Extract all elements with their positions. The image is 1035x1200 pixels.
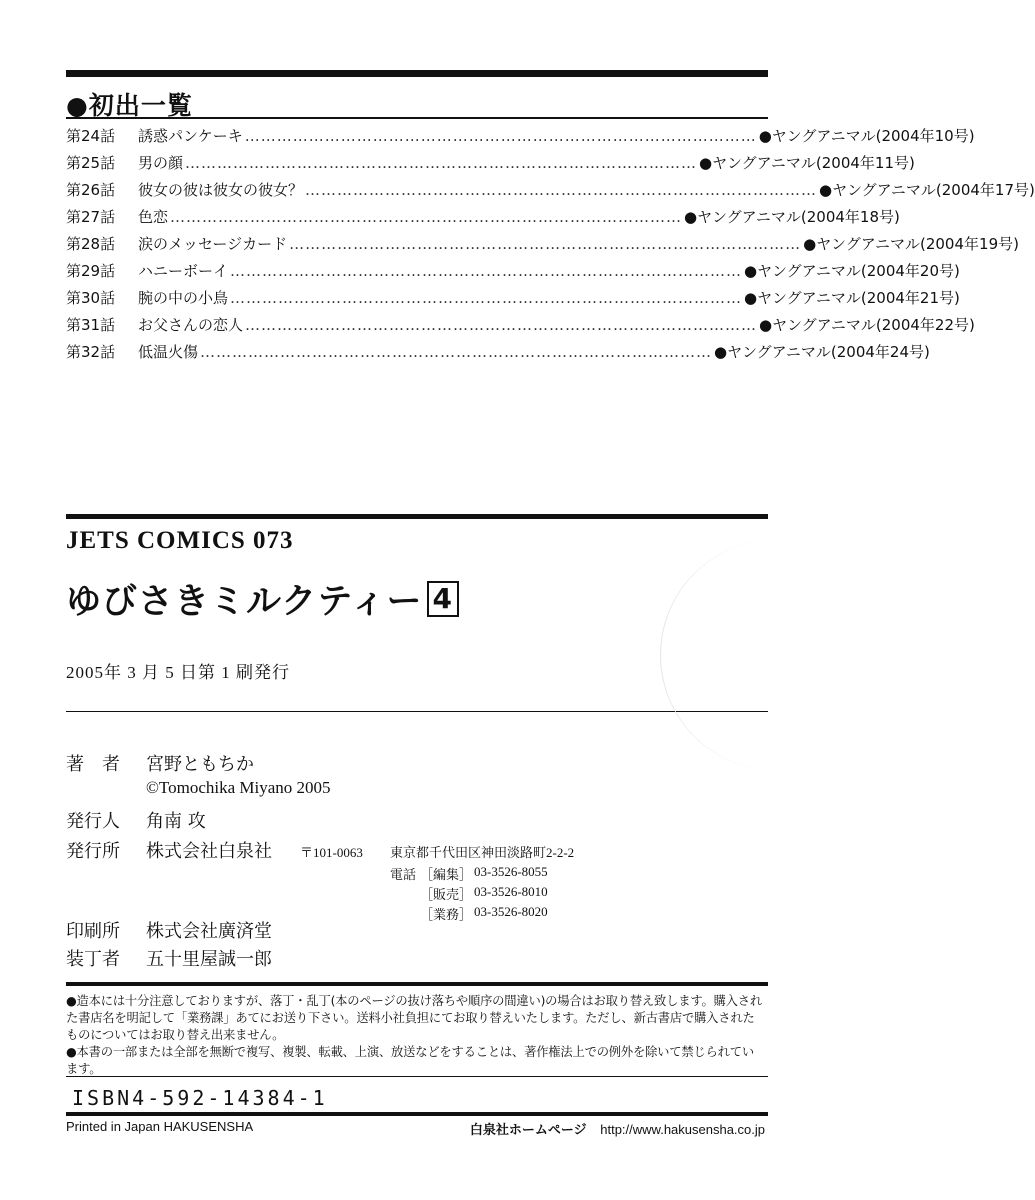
homepage-url: http://www.hakusensha.co.jp — [600, 1122, 765, 1137]
toc-entry — [66, 314, 975, 341]
leader-dots: …………………………………………………………………………………… — [230, 262, 743, 280]
phone-number: 03-3526-8055 — [474, 864, 548, 879]
chapter-title: 男の顔 — [138, 154, 184, 172]
leader-dots: …………………………………………………………………………………… — [170, 208, 683, 226]
chapter-title: 涙のメッセージカード — [138, 235, 288, 253]
chapter-publication: ●ヤングアニマル(2004年18号) — [684, 208, 900, 226]
binder-name: 五十里屋誠一郎 — [146, 949, 272, 970]
toc-entry — [66, 341, 930, 368]
toc-entry — [66, 287, 960, 314]
chapter-number: 第24話 — [66, 127, 116, 145]
toc-entry — [66, 206, 900, 233]
author-name: 宮野ともちか — [146, 754, 254, 775]
phone-dept: ［販売］ — [420, 887, 473, 902]
issuer-label: 発行人 — [66, 811, 120, 832]
chapter-publication: ●ヤングアニマル(2004年20号) — [744, 262, 960, 280]
phone-number: 03-3526-8020 — [474, 904, 548, 919]
author-label: 著 者 — [66, 754, 120, 775]
leader-dots: …………………………………………………………………………………… — [230, 289, 743, 307]
top-rule — [66, 70, 768, 77]
phone-dept: ［編集］ — [420, 867, 473, 882]
page-curve-shadow — [660, 540, 891, 770]
chapter-number: 第27話 — [66, 208, 116, 226]
phone-number: 03-3526-8010 — [474, 884, 548, 899]
leader-dots: …………………………………………………………………………………… — [244, 127, 757, 145]
chapter-number: 第31話 — [66, 316, 116, 334]
chapter-title: 色恋 — [138, 208, 169, 226]
printed-in: Printed in Japan HAKUSENSHA — [66, 1119, 254, 1134]
toc-entry — [66, 260, 960, 287]
volume-number: 4 — [427, 581, 459, 617]
notice-top-rule — [66, 982, 768, 986]
chapter-publication: ●ヤングアニマル(2004年17号) — [819, 181, 1035, 199]
notice-paragraph: ●本書の一部または全部を無断で複写、複製、転載、上演、放送などをすることは、著作権法上での例外を除いて禁じられています。 — [66, 1045, 754, 1076]
chapter-publication: ●ヤングアニマル(2004年21号) — [744, 289, 960, 307]
chapter-number: 第28話 — [66, 235, 116, 253]
isbn: ISBN4-592-14384-1 — [72, 1086, 328, 1110]
binder-label: 装丁者 — [66, 949, 120, 970]
toc-entry — [66, 233, 1019, 260]
homepage — [470, 1119, 765, 1138]
chapter-publication: ●ヤングアニマル(2004年10号) — [758, 127, 975, 145]
copyright: ©Tomochika Miyano 2005 — [146, 778, 331, 797]
toc-entry — [66, 179, 1035, 206]
leader-dots: …………………………………………………………………………………… — [200, 343, 713, 361]
printer-label: 印刷所 — [66, 921, 120, 942]
homepage-label: 白泉社ホームページ — [469, 1122, 587, 1137]
chapter-title: 腕の中の小鳥 — [138, 289, 229, 307]
chapter-number: 第32話 — [66, 343, 116, 361]
chapter-publication: ●ヤングアニマル(2004年22号) — [759, 316, 975, 334]
notice-paragraph: ●造本には十分注意しておりますが、落丁・乱丁(本のページの抜け落ちや順序の間違い)の場合はお取り替え致します。購入された書店名を明記して「業務課」あてにお送り下さい。送料小社負担にてお取り替えいたします。ただし、新古書店で購入されたものについてはお取り替え出来ません。 — [66, 994, 762, 1042]
book-title-text: ゆびさきミルクティー — [66, 582, 423, 622]
toc-entry — [66, 152, 915, 179]
chapter-number: 第26話 — [66, 181, 116, 199]
first-appearance-title: ●初出一覧 — [66, 91, 193, 120]
toc-entry — [66, 125, 975, 152]
leader-dots: …………………………………………………………………………………… — [245, 316, 758, 334]
colophon-top-rule — [66, 514, 768, 519]
chapter-number: 第25話 — [66, 154, 116, 172]
leader-dots: …………………………………………………………………………………… — [289, 235, 802, 253]
book-title — [66, 574, 459, 624]
chapter-publication: ●ヤングアニマル(2004年24号) — [714, 343, 930, 361]
series-name: JETS COMICS 073 — [66, 527, 294, 554]
chapter-publication: ●ヤングアニマル(2004年19号) — [803, 235, 1019, 253]
publication-date: 2005年 3 月 5 日第 1 刷発行 — [66, 663, 290, 682]
chapter-title: お父さんの恋人 — [138, 316, 244, 334]
phone-dept: ［業務］ — [420, 907, 473, 922]
postal-code: 〒101-0063 — [300, 845, 363, 860]
chapter-publication: ●ヤングアニマル(2004年11号) — [699, 154, 915, 172]
chapter-title: 誘惑パンケーキ — [138, 127, 243, 145]
footer-rule — [66, 1112, 768, 1116]
leader-dots: …………………………………………………………………………………… — [185, 154, 698, 172]
chapter-number: 第29話 — [66, 262, 116, 280]
chapter-title: ハニーボーイ — [138, 262, 229, 280]
chapter-title: 低温火傷 — [138, 343, 199, 361]
colophon-thin-rule — [66, 711, 768, 712]
chapter-number: 第30話 — [66, 289, 116, 307]
leader-dots: …………………………………………………………………………………… — [305, 181, 818, 199]
publisher-name: 株式会社白泉社 — [146, 841, 272, 862]
chapter-title: 彼女の彼は彼女の彼女？ — [138, 181, 304, 199]
issuer-name: 角南 攻 — [146, 811, 206, 832]
printer-name: 株式会社廣済堂 — [146, 921, 272, 942]
first-appearance-list — [66, 125, 1035, 368]
legal-notice — [66, 993, 766, 1078]
publisher-address: 東京都千代田区神田淡路町2-2-2 — [390, 845, 575, 860]
publisher-label: 発行所 — [66, 841, 120, 862]
phone-label: 電話 — [390, 867, 417, 882]
